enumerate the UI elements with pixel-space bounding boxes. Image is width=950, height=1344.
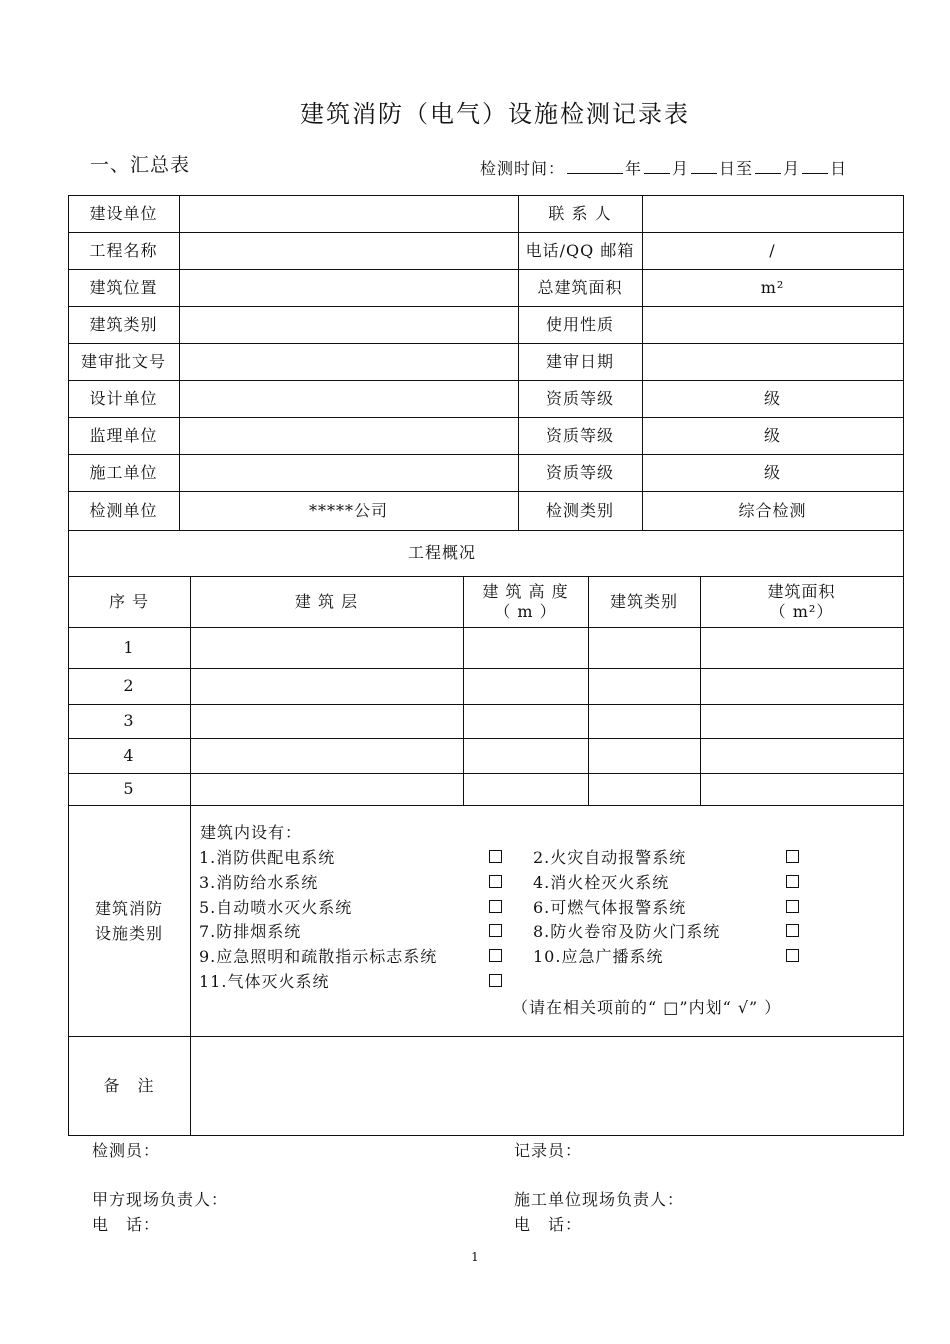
info-right-value[interactable] <box>642 343 903 380</box>
info-label: 设计单位 <box>89 388 158 408</box>
overview-row-line <box>68 805 904 806</box>
overview-cell[interactable] <box>463 704 588 738</box>
year-label: 年 <box>625 159 643 178</box>
facilities-label <box>68 805 190 1036</box>
facility-checkbox[interactable] <box>489 875 502 888</box>
facility-checkbox[interactable] <box>786 949 799 962</box>
overview-cell[interactable] <box>190 738 463 773</box>
overview-header-text: 建 筑 层 <box>294 591 359 611</box>
facility-item: 3.消防给水系统 <box>199 872 319 892</box>
overview-cell[interactable] <box>190 704 463 738</box>
facility-item: 2.火灾自动报警系统 <box>533 848 687 867</box>
overview-cell[interactable] <box>463 668 588 704</box>
page-number: 1 <box>471 1250 479 1264</box>
facilities-label-text: 建筑消防 <box>94 898 163 918</box>
remarks-bottom-line <box>68 1135 904 1136</box>
info-value[interactable] <box>179 454 518 491</box>
inspector-label: 检测员： <box>92 1141 161 1160</box>
info-label: 检测单位 <box>89 500 158 520</box>
info-label: 施工单位 <box>89 462 158 482</box>
overview-cell[interactable] <box>700 668 903 704</box>
facilities-intro: 建筑内设有： <box>200 823 303 842</box>
overview-row-number: 4 <box>123 745 135 765</box>
overview-row-number: 5 <box>123 779 135 798</box>
info-label: 建筑位置 <box>89 277 158 297</box>
overview-cell[interactable] <box>190 668 463 704</box>
facility-item: 7.防排烟系统 <box>199 922 302 942</box>
facility-checkbox[interactable] <box>786 924 799 937</box>
info-right-value[interactable] <box>642 306 903 343</box>
info-right-label: 资质等级 <box>545 425 614 445</box>
page-title: 建筑消防（电气）设施检测记录表 <box>300 100 690 128</box>
overview-header-text: 建筑类别 <box>609 591 678 611</box>
overview-col-line <box>903 576 904 805</box>
day2-blank[interactable] <box>802 157 828 174</box>
facilities-label-text: 设施类别 <box>94 923 163 943</box>
overview-title: 工程概况 <box>407 543 476 562</box>
facility-item: 6.可燃气体报警系统 <box>533 897 687 917</box>
overview-cell[interactable] <box>190 627 463 668</box>
facility-checkbox[interactable] <box>489 974 502 987</box>
info-right-label: 资质等级 <box>545 388 614 408</box>
facilities-note: （请在相关项前的“ □”内划“ √” ） <box>512 998 782 1017</box>
info-col-line <box>903 195 904 530</box>
facility-item: 10.应急广播系统 <box>533 947 664 967</box>
overview-cell[interactable] <box>700 627 903 668</box>
overview-header <box>463 576 588 627</box>
info-label: 监理单位 <box>89 425 158 445</box>
overview-cell[interactable] <box>463 627 588 668</box>
overview-cell[interactable] <box>463 738 588 773</box>
month-label: 月 <box>672 159 690 178</box>
info-value[interactable] <box>179 343 518 380</box>
info-right-value[interactable]: 级 <box>763 462 781 482</box>
facility-item: 9.应急照明和疏散指示标志系统 <box>199 947 438 967</box>
overview-header-text: 建 筑 高 度 <box>482 581 569 601</box>
info-right-label: 联 系 人 <box>548 203 612 223</box>
info-value[interactable] <box>179 195 518 232</box>
facility-item: 11.气体灭火系统 <box>199 972 330 991</box>
info-value[interactable] <box>179 380 518 417</box>
info-label: 建审批文号 <box>80 351 166 371</box>
info-right-value[interactable] <box>642 195 903 232</box>
overview-cell[interactable] <box>700 773 903 805</box>
facility-checkbox[interactable] <box>489 900 502 913</box>
facility-checkbox[interactable] <box>489 949 502 962</box>
month2-label: 月 <box>783 159 801 178</box>
info-right-label: 检测类别 <box>545 500 614 520</box>
overview-header-text: 建筑面积 <box>767 581 836 601</box>
phone-label-left: 电 话： <box>92 1215 161 1234</box>
month2-blank[interactable] <box>755 157 781 174</box>
remarks-value[interactable] <box>190 1036 903 1135</box>
facility-item: 4.消火栓灭火系统 <box>533 872 670 892</box>
contractor-label: 施工单位现场负责人： <box>514 1190 685 1209</box>
party-a-label: 甲方现场负责人： <box>92 1190 229 1209</box>
overview-header <box>588 576 700 627</box>
info-label: 建筑类别 <box>89 314 158 334</box>
overview-cell[interactable] <box>588 773 700 805</box>
info-right-label: 资质等级 <box>545 462 614 482</box>
overview-row-number: 3 <box>123 711 135 730</box>
day2-label: 日 <box>830 159 848 178</box>
facility-item: 1.消防供配电系统 <box>199 848 336 867</box>
overview-side <box>903 530 904 576</box>
overview-cell[interactable] <box>700 704 903 738</box>
overview-cell[interactable] <box>190 773 463 805</box>
overview-header-text: 序 号 <box>108 591 150 611</box>
year-blank[interactable] <box>567 157 623 174</box>
overview-row-number: 2 <box>123 676 135 695</box>
info-value[interactable] <box>179 417 518 454</box>
facility-checkbox[interactable] <box>786 875 799 888</box>
overview-header <box>190 576 463 627</box>
phone-label-right: 电 话： <box>514 1215 583 1234</box>
overview-header <box>700 576 903 627</box>
info-right-value[interactable]: 综合检测 <box>738 500 807 520</box>
info-right-label: 建审日期 <box>545 351 614 371</box>
overview-header <box>68 576 190 627</box>
info-right-label: 总建筑面积 <box>537 277 623 297</box>
info-right-label: 电话/QQ 邮箱 <box>525 240 635 260</box>
facilities-right <box>903 805 904 1135</box>
facility-item: 5.自动喷水灭火系统 <box>199 897 353 917</box>
overview-row-number: 1 <box>123 637 135 657</box>
info-label: 建设单位 <box>89 203 158 223</box>
info-right-label: 使用性质 <box>545 314 614 334</box>
overview-cell[interactable] <box>463 773 588 805</box>
info-value[interactable] <box>179 306 518 343</box>
month-blank[interactable] <box>644 157 670 174</box>
info-right-value[interactable]: 级 <box>763 425 781 445</box>
info-right-value[interactable]: m² <box>760 277 785 297</box>
facility-checkbox[interactable] <box>489 924 502 937</box>
overview-cell[interactable] <box>700 738 903 773</box>
recorder-label: 记录员： <box>514 1141 583 1160</box>
facility-item: 8.防火卷帘及防火门系统 <box>533 922 721 942</box>
facility-checkbox[interactable] <box>786 850 799 863</box>
facility-checkbox[interactable] <box>489 850 502 863</box>
info-label: 工程名称 <box>89 240 158 260</box>
info-right-value[interactable]: / <box>769 240 776 260</box>
info-value[interactable]: *****公司 <box>308 500 388 520</box>
info-right-value[interactable]: 级 <box>763 388 781 408</box>
info-value[interactable] <box>179 269 518 306</box>
facility-checkbox[interactable] <box>786 900 799 913</box>
overview-cell[interactable] <box>588 738 700 773</box>
day-to-label: 日至 <box>719 159 754 178</box>
overview-header-text: （ m ） <box>494 601 557 621</box>
overview-header-text: （ m²） <box>769 601 834 621</box>
overview-cell[interactable] <box>588 627 700 668</box>
day-blank[interactable] <box>691 157 717 174</box>
info-value[interactable] <box>179 232 518 269</box>
remarks-label: 备 注 <box>103 1075 155 1095</box>
date-label: 检测时间： <box>480 159 566 178</box>
overview-cell[interactable] <box>588 668 700 704</box>
inspection-date-line <box>480 156 847 179</box>
overview-cell[interactable] <box>588 704 700 738</box>
section-heading: 一、汇总表 <box>90 154 191 176</box>
